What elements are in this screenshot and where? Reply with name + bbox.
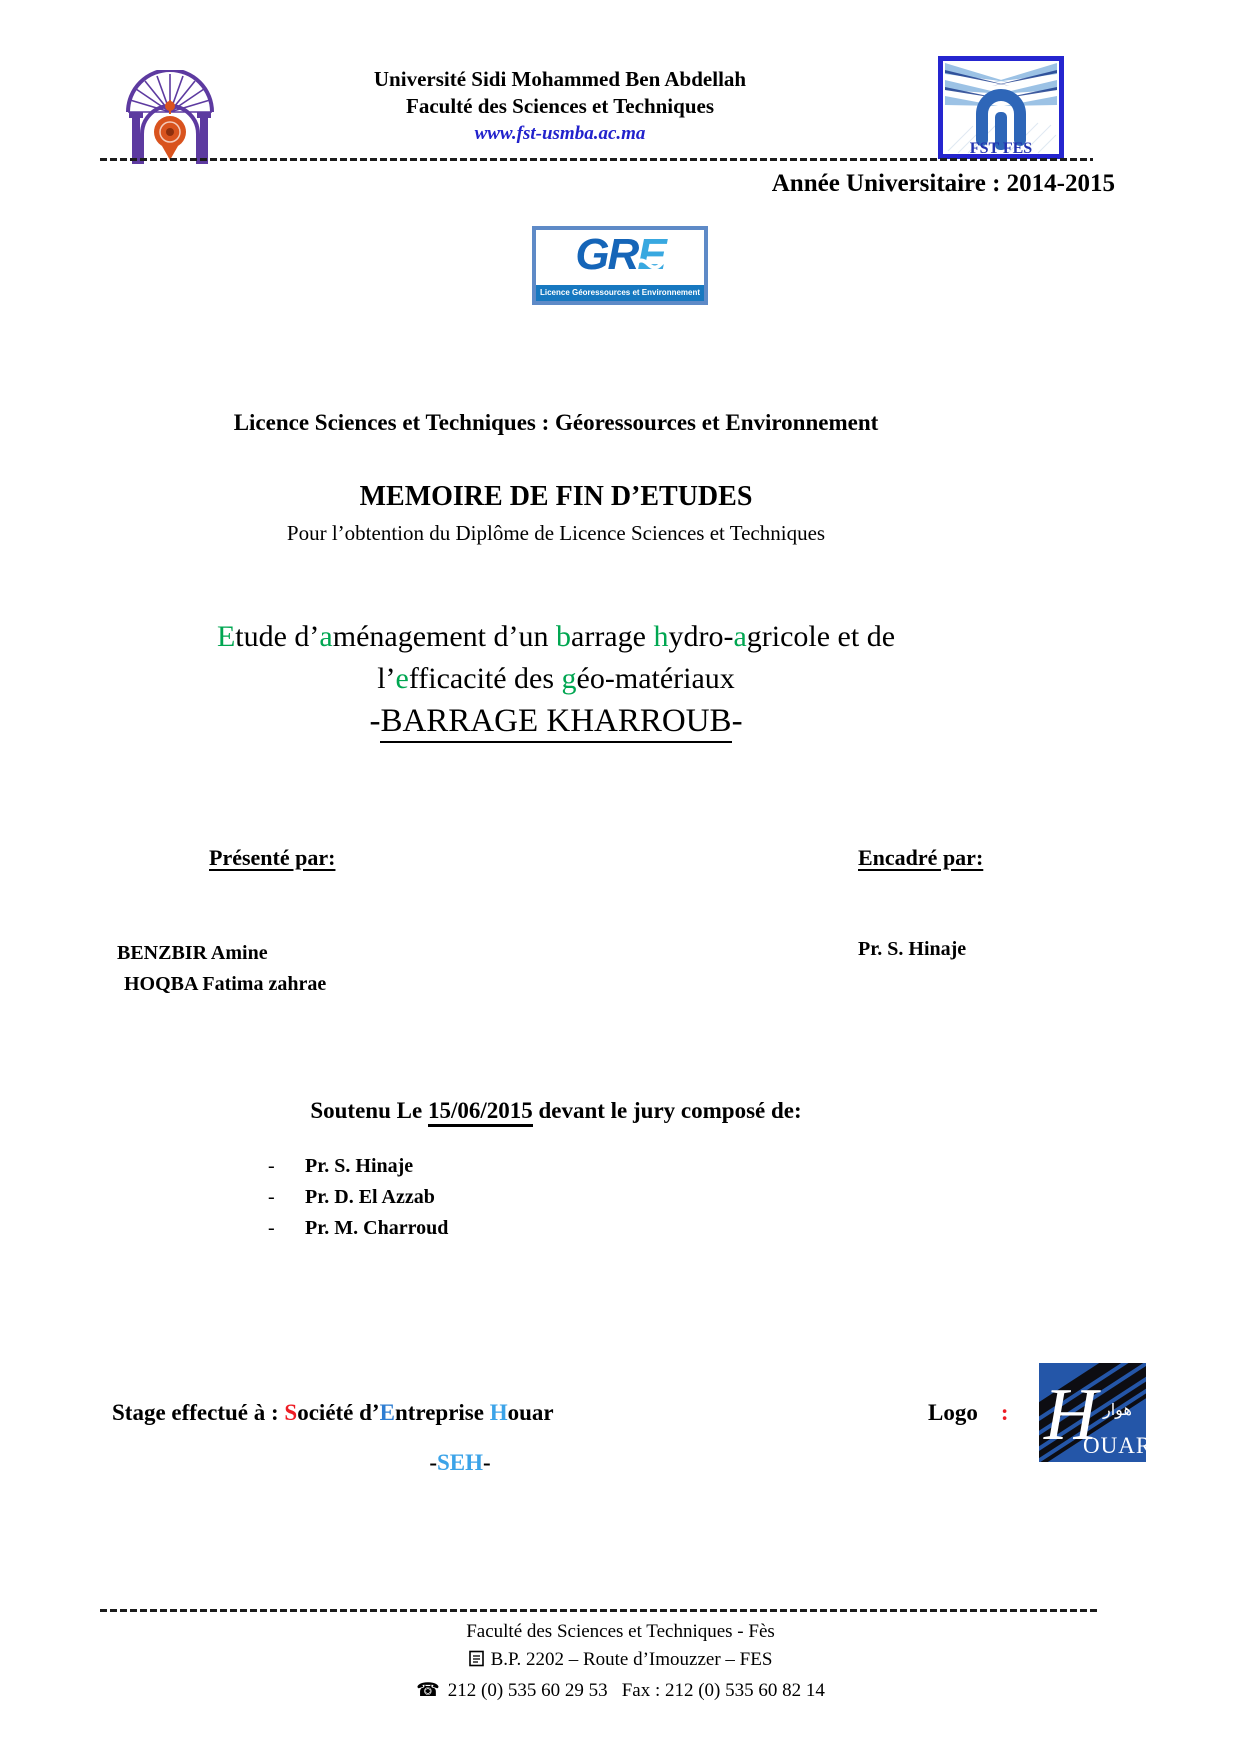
list-dash: - xyxy=(268,1217,275,1239)
fst-fes-label: FST FES xyxy=(969,140,1033,157)
university-emblem-icon xyxy=(98,70,243,168)
houar-letter-h: H xyxy=(1044,1374,1098,1456)
jury-member xyxy=(268,1217,448,1248)
defense-date: 15/06/2015 xyxy=(428,1098,533,1127)
houar-logo xyxy=(1039,1363,1146,1467)
jury-member xyxy=(268,1186,448,1217)
houar-ouar-text: OUAR xyxy=(1083,1433,1146,1458)
thesis-title-line2: l’efficacité des géo-matériaux xyxy=(377,662,735,695)
defense-before: Soutenu Le xyxy=(310,1098,428,1123)
header-text-block xyxy=(300,66,820,147)
memoire-subtitle: Pour l’obtention du Diplôme de Licence Sciences et Techniques xyxy=(286,521,826,545)
presenter-name: HOQBA Fatima zahrae xyxy=(124,973,327,995)
houar-arabic-text: هوار xyxy=(1103,1400,1132,1419)
program-title: Licence Sciences et Techniques : Géoressources et Environnement xyxy=(233,410,879,435)
jury-member xyxy=(268,1155,448,1186)
thesis-subtitle xyxy=(0,703,1112,740)
mail-icon xyxy=(469,1648,484,1676)
thesis-title-line1: Etude d’aménagement d’un barrage hydro-agricole et de xyxy=(216,620,896,653)
defense-after: devant le jury composé de: xyxy=(532,1098,802,1123)
memoire-title: MEMOIRE DE FIN D’ETUDES xyxy=(359,481,753,512)
phone-icon: ☎ xyxy=(416,1679,440,1701)
list-dash: - xyxy=(268,1186,275,1208)
university-name: Université Sidi Mohammed Ben Abdellah xyxy=(373,67,747,91)
jury-list xyxy=(268,1155,448,1248)
jury-member-name: Pr. M. Charroud xyxy=(305,1217,449,1239)
footer xyxy=(0,1618,1241,1705)
footer-faculty-line: Faculté des Sciences et Techniques - Fès xyxy=(466,1621,775,1642)
academic-year: Année Universitaire : 2014-2015 xyxy=(771,170,1115,197)
supervised-by-label: Encadré par: xyxy=(858,845,984,870)
subtitle-main: BARRAGE KHARROUB xyxy=(380,703,731,743)
logo-label: Logo : xyxy=(928,1400,1009,1425)
gre-banner: Licence Géoressources et Environnement xyxy=(536,285,704,301)
footer-address-line xyxy=(0,1646,1241,1676)
footer-address-text: B.P. 2202 – Route d’Imouzzer – FES xyxy=(490,1649,773,1670)
list-dash: - xyxy=(268,1155,275,1177)
houar-icon xyxy=(1039,1363,1146,1462)
gre-gr-text: GR xyxy=(575,230,638,279)
gre-e-text: E xyxy=(637,233,664,277)
internship-acronym: -SEH- xyxy=(429,1450,491,1475)
faculty-name: Faculté des Sciences et Techniques xyxy=(406,94,714,118)
fst-fes-icon xyxy=(938,56,1064,159)
presented-by-label: Présenté par: xyxy=(209,845,336,870)
footer-phone-line xyxy=(0,1676,1241,1705)
thesis-title xyxy=(0,616,1112,700)
footer-fax-number: Fax : 212 (0) 535 60 82 14 xyxy=(621,1680,825,1701)
top-divider xyxy=(100,158,1093,161)
gre-wave-icon xyxy=(634,256,674,270)
bottom-divider xyxy=(100,1609,1100,1612)
jury-member-name: Pr. S. Hinaje xyxy=(305,1155,414,1177)
presenter-name: BENZBIR Amine xyxy=(117,942,268,964)
jury-member-name: Pr. D. El Azzab xyxy=(305,1186,435,1208)
subtitle-prefix: - xyxy=(369,703,381,739)
internship-line: Stage effectué à : Société d’Entreprise Houar xyxy=(112,1400,554,1425)
fst-fes-logo xyxy=(938,56,1064,164)
footer-phone-number: 212 (0) 535 60 29 53 xyxy=(447,1680,608,1701)
defense-line xyxy=(0,1098,1112,1124)
website-link[interactable]: www.fst-usmba.ac.ma xyxy=(474,123,646,144)
presenters-list xyxy=(117,938,326,1000)
gre-letters xyxy=(536,230,704,280)
supervisor-name: Pr. S. Hinaje xyxy=(858,938,967,960)
subtitle-suffix: - xyxy=(731,703,743,739)
gre-logo xyxy=(532,226,708,305)
